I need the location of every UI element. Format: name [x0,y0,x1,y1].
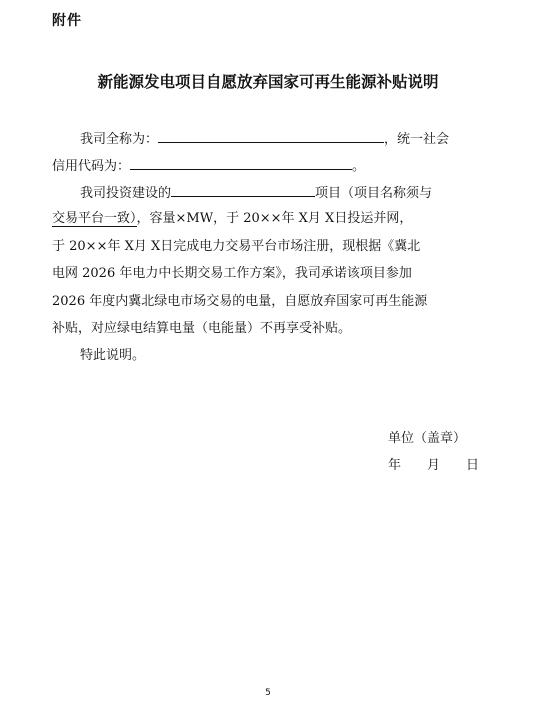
paragraph-2-line-2 [52,208,412,230]
attachment-label: 附件 [52,13,82,29]
project-suffix: 项目（项目名称须与 [315,186,433,201]
project-name-blank [171,181,315,197]
paragraph-2-line-6: 补贴，对应绿电结算电量（电能量）不再享受补贴。 [52,321,352,336]
project-prefix: 我司投资建设的 [80,186,172,201]
document-title: 新能源发电项目自愿放弃国家可再生能源补贴说明 [97,73,439,91]
date-label: 年 月 日 [388,458,480,473]
unit-seal-label: 单位（盖章） [388,431,467,446]
credit-code-suffix: 。 [352,159,366,174]
closing-statement: 特此说明。 [80,348,146,363]
paragraph-2-line-3: 于 20××年 X月 X日完成电力交易平台市场注册，现根据《冀北 [52,239,421,254]
platform-consistent-text: 交易平台一致） [52,211,137,226]
company-name-blank [158,127,384,143]
company-name-suffix: ，统一社会 [384,132,450,147]
paragraph-2-line-1 [80,181,432,203]
page-number: 5 [265,688,271,698]
paragraph-1-line-1 [80,127,449,149]
credit-code-blank [130,154,352,170]
paragraph-1-line-2 [52,154,365,176]
capacity-text: ，容量×MW，于 20××年 X月 X日投运并网， [136,211,413,226]
credit-code-prefix: 信用代码为： [52,159,131,174]
company-name-prefix: 我司全称为： [80,132,159,147]
paragraph-2-line-4: 电网 2026 年电力中长期交易工作方案》，我司承诺该项目参加 [52,266,412,281]
paragraph-2-line-5: 2026 年度内冀北绿电市场交易的电量，自愿放弃国家可再生能源 [52,294,428,309]
